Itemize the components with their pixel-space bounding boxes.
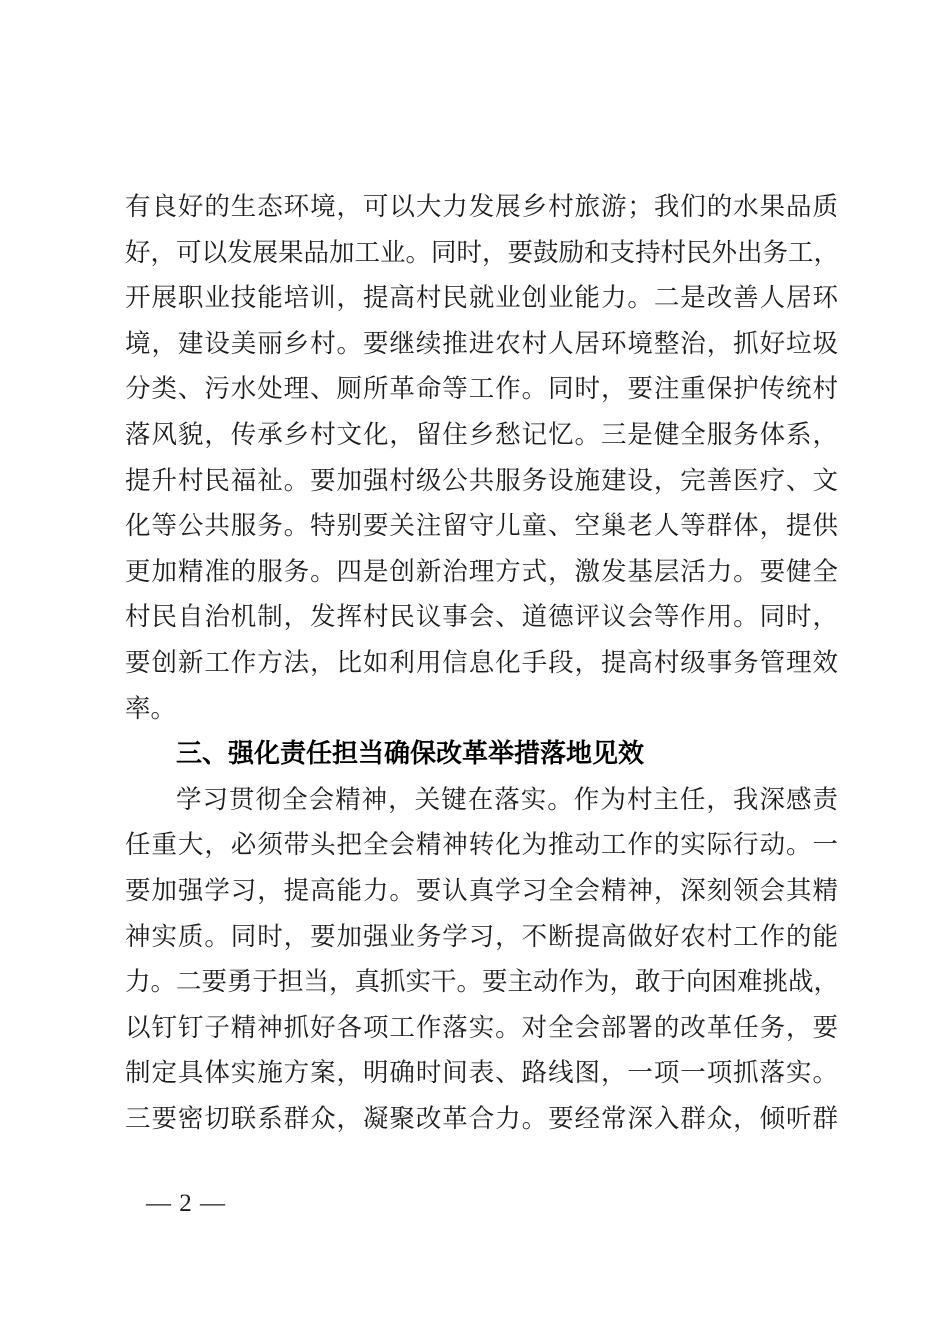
- body-text-line: 提升村民福祉。要加强村级公共服务设施建设，完善医疗、文: [125, 465, 838, 495]
- page-number: — 2 —: [146, 1190, 226, 1217]
- body-text-line: 好，可以发展果品加工业。同时，要鼓励和支持村民外出务工，: [125, 237, 840, 267]
- document-body: [125, 184, 838, 1141]
- body-text-line: 任重大，必须带头把全会精神转化为推动工作的实际行动。一: [125, 830, 838, 860]
- body-text-line: 要创新工作方法，比如利用信息化手段，提高村级事务管理效: [125, 647, 838, 677]
- body-text-line: 制定具体实施方案，明确时间表、路线图，一项一项抓落实。: [125, 1058, 838, 1088]
- body-text-line: 开展职业技能培训，提高村民就业创业能力。二是改善人居环: [125, 283, 838, 313]
- body-text-line: 以钉钉子精神抓好各项工作落实。对全会部署的改革任务，要: [125, 1012, 838, 1042]
- body-text-line: 有良好的生态环境，可以大力发展乡村旅游；我们的水果品质: [125, 192, 838, 221]
- body-text-line: 学习贯彻全会精神，关键在落实。作为村主任，我深感责: [176, 784, 838, 814]
- body-text-line: 更加精准的服务。四是创新治理方式，激发基层活力。要健全: [125, 556, 838, 586]
- body-text-line: 村民自治机制，发挥村民议事会、道德评议会等作用。同时，: [125, 602, 838, 632]
- body-text-line: 要加强学习，提高能力。要认真学习全会精神，深刻领会其精: [125, 875, 838, 905]
- body-text-line: 化等公共服务。特别要关注留守儿童、空巢老人等群体，提供: [125, 511, 838, 541]
- body-text-line: 力。二要勇于担当，真抓实干。要主动作为，敢于向困难挑战，: [125, 967, 840, 997]
- body-text-line: 落风貌，传承乡村文化，留住乡愁记忆。三是健全服务体系，: [125, 419, 838, 449]
- body-text-line: 境，建设美丽乡村。要继续推进农村人居环境整治，抓好垃圾: [125, 328, 838, 358]
- body-text-line: 神实质。同时，要加强业务学习，不断提高做好农村工作的能: [125, 921, 838, 951]
- body-text-line: 三要密切联系群众，凝聚改革合力。要经常深入群众，倾听群: [125, 1103, 838, 1133]
- body-text-line: 率。: [125, 693, 177, 723]
- body-text-line: 分类、污水处理、厕所革命等工作。同时，要注重保护传统村: [125, 374, 838, 404]
- section-heading: 三、强化责任担当确保改革举措落地见效: [176, 738, 645, 769]
